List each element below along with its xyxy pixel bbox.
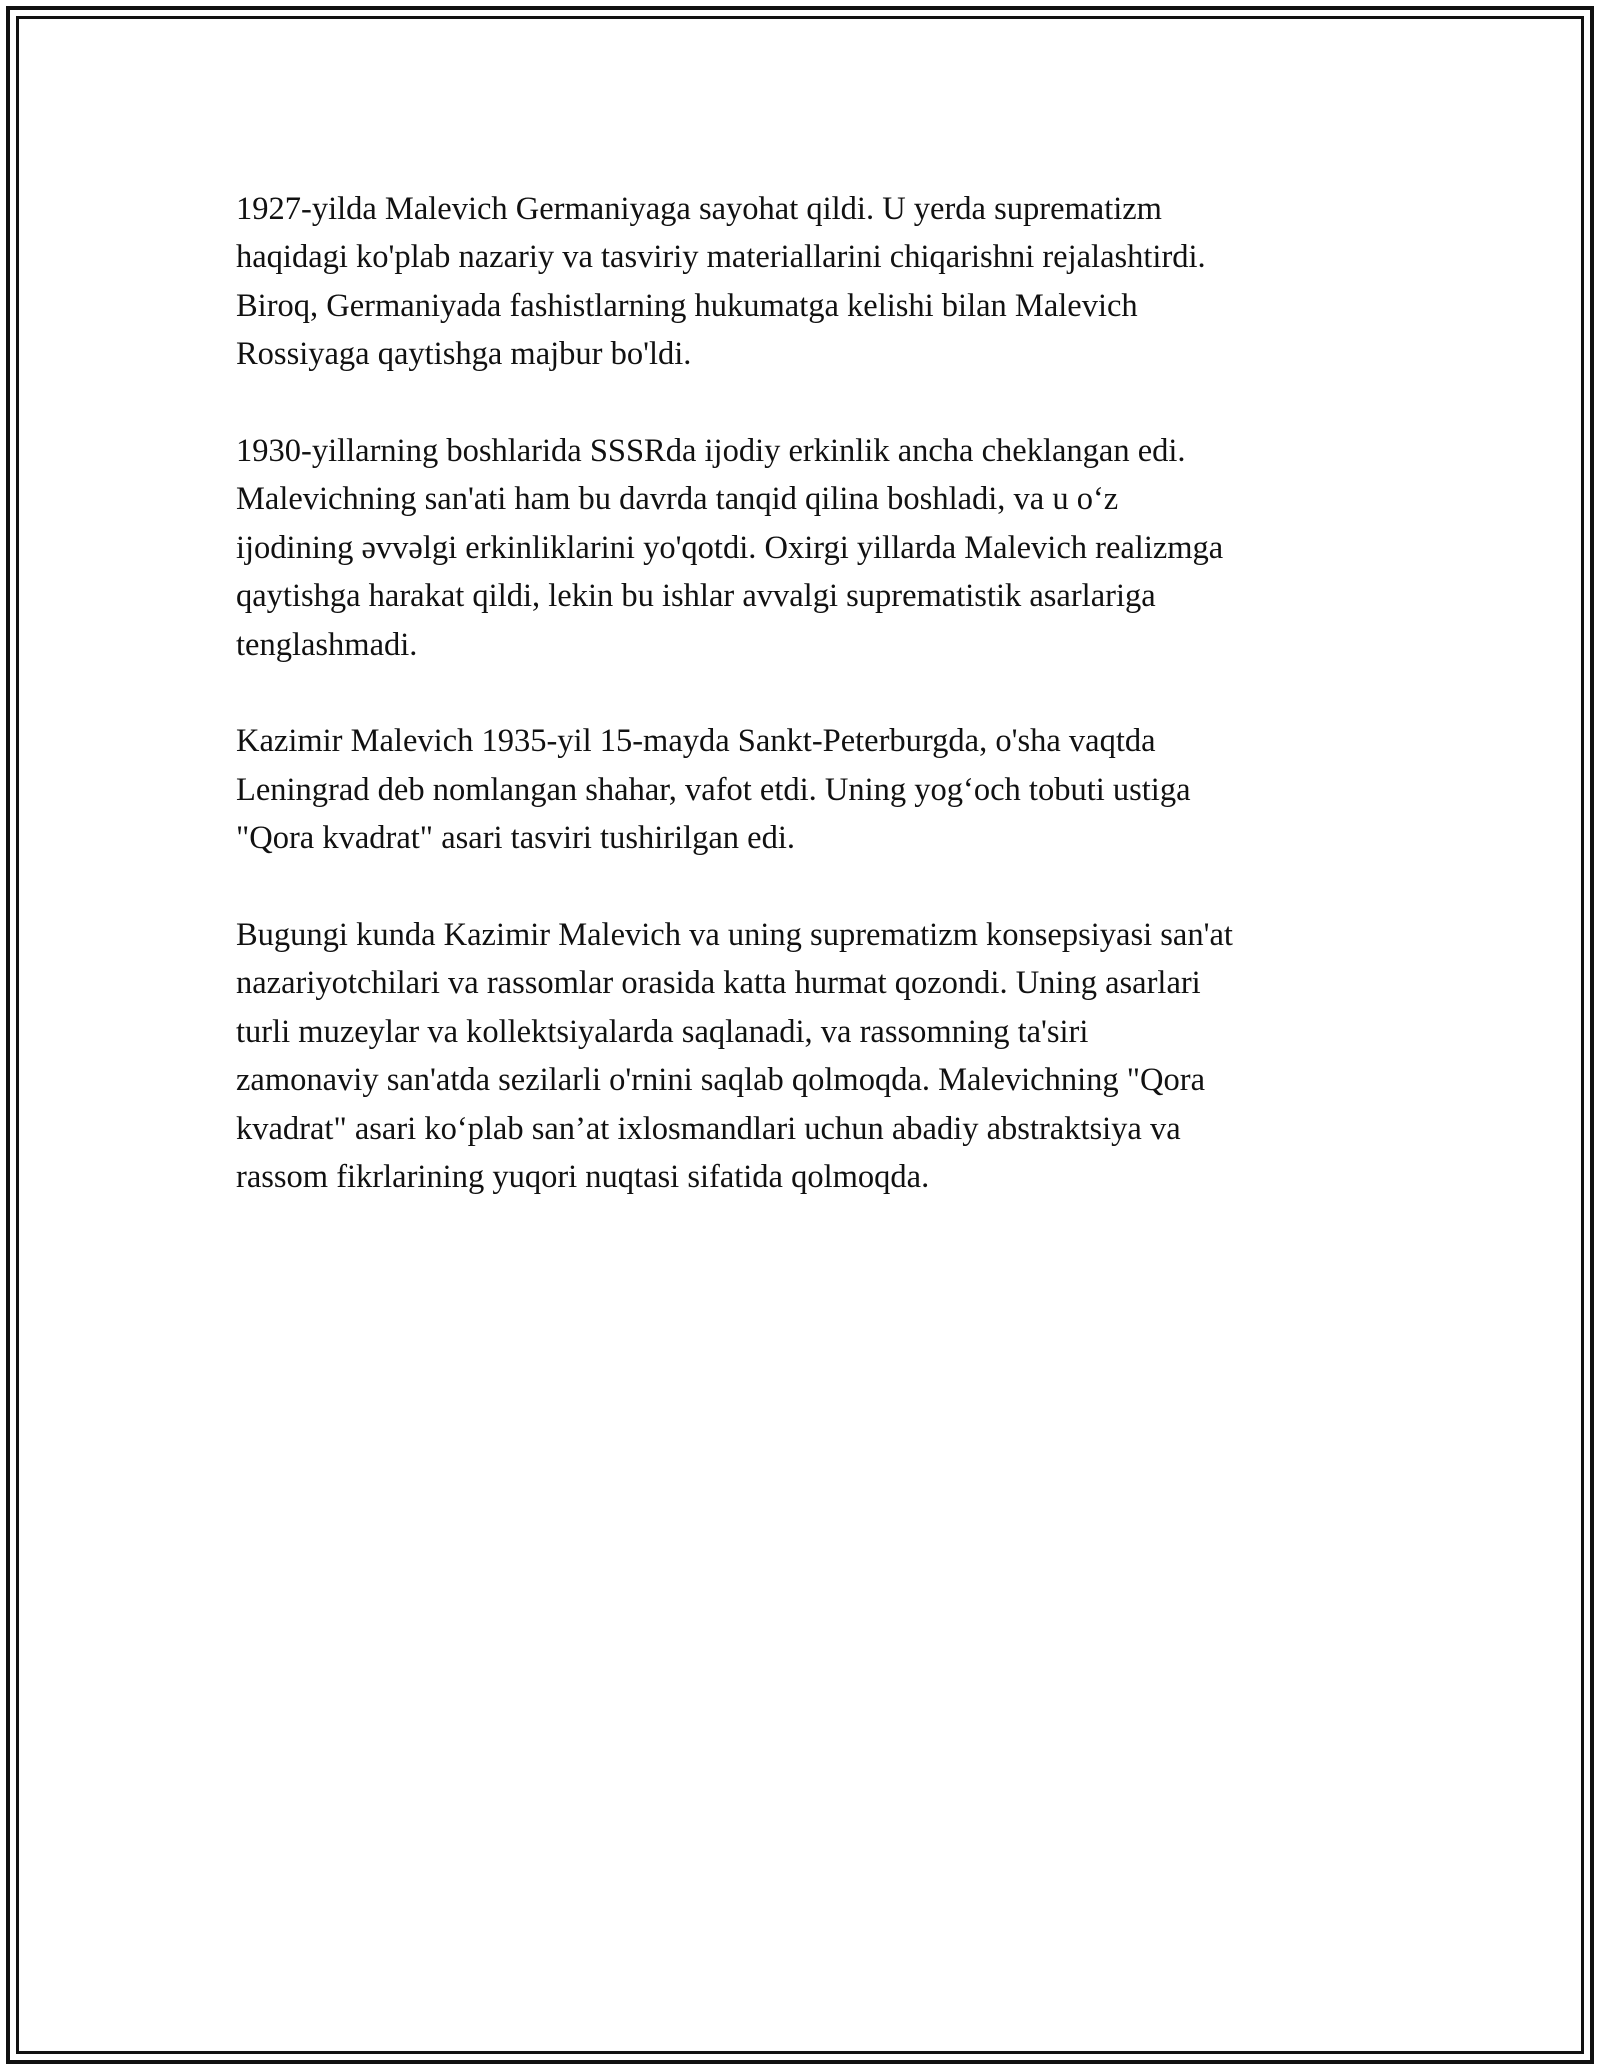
paragraph-legacy: Bugungi kunda Kazimir Malevich va uning suprematizm konsepsiyasi san'at nazariyotchilari va rassomlar orasida katta hurmat qozondi. Uning asarlari turli muzeylar va kollektsiyalarda saqlanadi, va rassomning ta'siri zamonaviy san'atda sezilarli o'rnini saqlab qolmoqda. Malevichning "Qora kvadrat" asari ko‘plab san’at ixlosmandlari uchun abadiy abstraktsiya va rassom fikrlarining yuqori nuqtasi sifatida qolmoqda. [236,917,1233,1196]
paragraph-germany-trip: 1927-yilda Malevich Germaniyaga sayohat qildi. U yerda suprematizm haqidagi ko'plab nazariy va tasviriy materiallarini chiqarishni rejalashtirdi. Biroq, Germaniyada fashistlarning hukumatga kelishi bilan Malevich Rossiyaga qaytishga majbur bo'ldi. [236,191,1206,373]
document-body [236,185,1396,1250]
paragraph-death: Kazimir Malevich 1935-yil 15-mayda Sankt-Peterburgda, o'sha vaqtda Leningrad deb nomlangan shahar, vafot etdi. Uning yog‘och tobuti ustiga "Qora kvadrat" asari tasviri tushirilgan edi. [236,723,1191,857]
paragraph-1930s-restrictions: 1930-yillarning boshlarida SSSRda ijodiy erkinlik ancha cheklangan edi. Malevichning san'ati ham bu davrda tanqid qilina boshladi, va u o‘z ijodining əvvəlgi erkinliklarini yo'qotdi. Oxirgi yillarda Malevich realizmga qaytishga harakat qildi, lekin bu ishlar avvalgi suprematistik asarlariga tenglashmadi. [236,433,1224,663]
